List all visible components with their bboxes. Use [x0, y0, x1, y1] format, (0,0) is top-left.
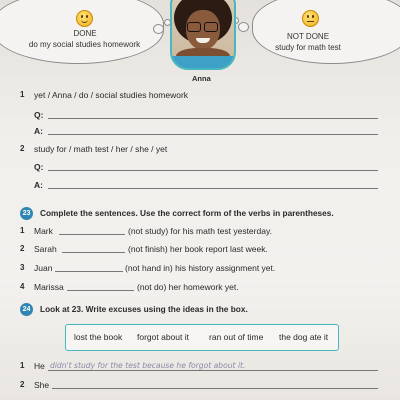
item-number: 3: [20, 263, 25, 272]
answer-label: A:: [34, 126, 43, 136]
answer-line[interactable]: [48, 370, 378, 371]
exercise-23-badge: 23: [20, 207, 33, 220]
handwritten-answer: didn't study for the test because he forgot about it.: [50, 361, 246, 370]
thought-dot: [153, 24, 164, 34]
fill-in-blank[interactable]: [55, 271, 123, 272]
item-number: 4: [20, 282, 25, 291]
exercise-24-instruction: Look at 23. Write excuses using the ideas in the box.: [40, 304, 248, 314]
question-answer-line[interactable]: [48, 118, 378, 119]
item-number: 1: [20, 226, 25, 235]
item-name: Juan: [34, 263, 53, 273]
fill-in-blank[interactable]: [62, 252, 125, 253]
answer-line[interactable]: [48, 188, 378, 189]
item-sentence: (not hand in) his history assignment yet.: [125, 263, 276, 273]
item-number: 2: [20, 144, 25, 153]
student-portrait: [170, 0, 236, 70]
item-sentence: (not finish) her book report last week.: [128, 244, 268, 254]
answer-line[interactable]: [52, 388, 378, 389]
fill-in-blank[interactable]: [67, 290, 134, 291]
question-label: Q:: [34, 162, 44, 172]
item-prompt: yet / Anna / do / social studies homework: [34, 90, 189, 100]
item-prompt: study for / math test / her / she / yet: [34, 144, 168, 154]
item-name: Mark: [34, 226, 53, 236]
item-name: Sarah: [34, 244, 57, 254]
exercise-24-badge: 24: [20, 303, 33, 316]
not-done-task-text: study for math test: [275, 43, 341, 52]
thought-dot: [238, 22, 249, 32]
done-label: DONE: [73, 29, 97, 38]
item-number: 2: [20, 380, 25, 389]
word-box-item: the dog ate it: [279, 332, 329, 342]
not-done-label: NOT DONE: [286, 32, 330, 41]
done-task-text: do my social studies homework: [28, 40, 141, 49]
question-answer-line[interactable]: [48, 170, 378, 171]
word-box-item: lost the book: [74, 332, 123, 342]
fill-in-blank[interactable]: [59, 234, 125, 235]
exercise-23-instruction: Complete the sentences. Use the correct form of the verbs in parentheses.: [40, 208, 334, 218]
item-number: 1: [20, 361, 25, 370]
item-sentence: (not study) for his math test yesterday.: [128, 226, 272, 236]
word-box-item: ran out of time: [209, 332, 264, 342]
item-sentence: (not do) her homework yet.: [137, 282, 239, 292]
word-box-item: forgot about it: [137, 332, 189, 342]
answer-line[interactable]: [48, 134, 378, 135]
question-label: Q:: [34, 110, 44, 120]
answer-label: A:: [34, 180, 43, 190]
portrait-name: Anna: [192, 74, 211, 83]
neutral-face-icon: [302, 10, 319, 27]
item-name: Marissa: [34, 282, 64, 292]
item-number: 1: [20, 90, 25, 99]
item-number: 2: [20, 244, 25, 253]
item-subject: He: [34, 361, 45, 371]
item-subject: She: [34, 380, 50, 390]
smiley-face-icon: [76, 10, 93, 27]
